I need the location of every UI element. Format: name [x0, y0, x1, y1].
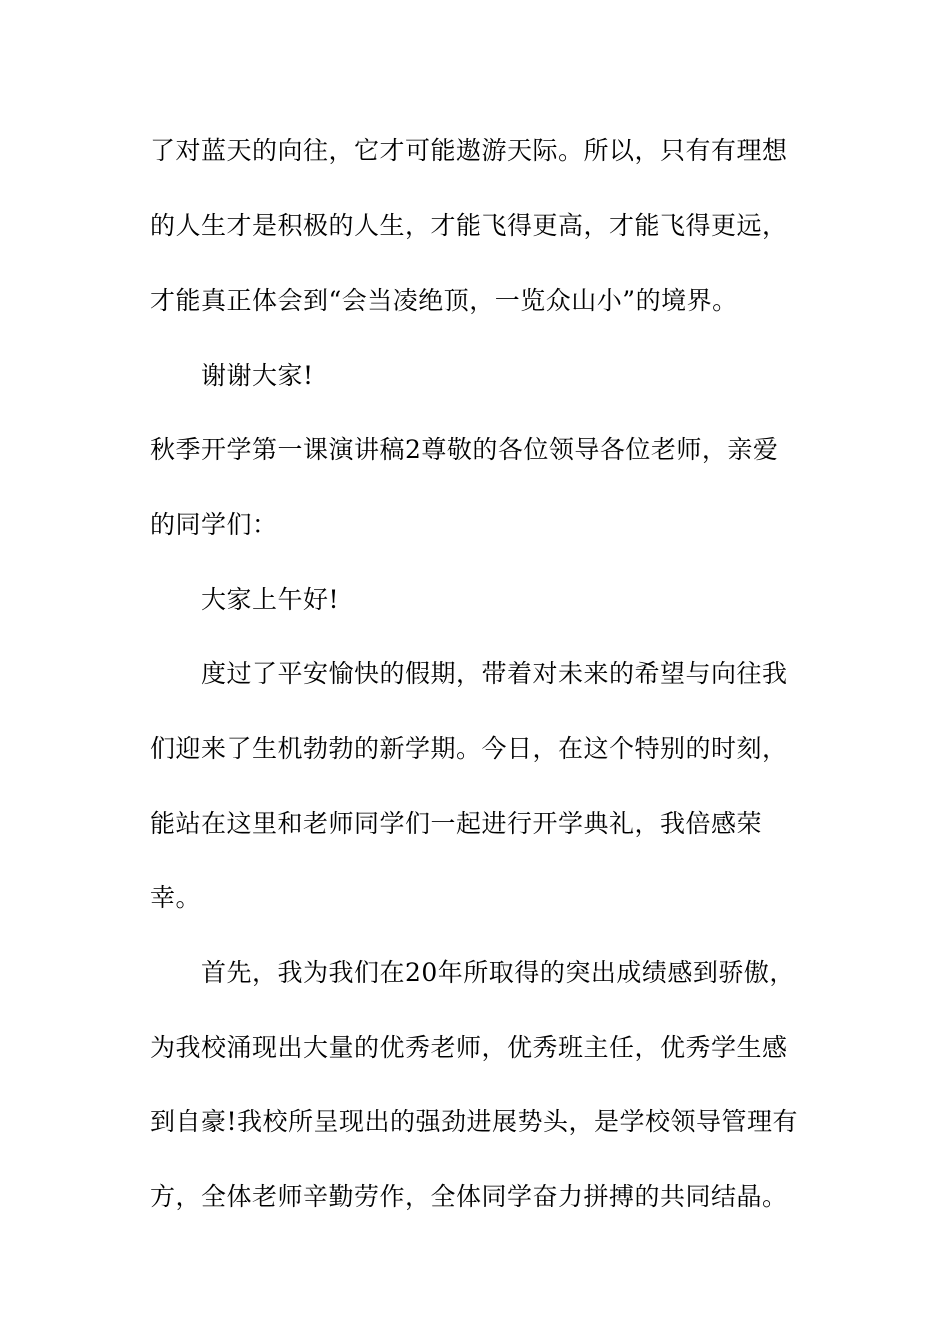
text-line: 们迎来了生机勃勃的新学期。今日，在这个特别的时刻， [150, 734, 788, 763]
text-line: 度过了平安愉快的假期，带着对未来的希望与向往我 [201, 659, 788, 688]
text-line: 的人生才是积极的人生，才能飞得更高，才能飞得更远， [150, 211, 788, 240]
text-line: 为我校涌现出大量的优秀老师，优秀班主任，优秀学生感 [150, 1033, 788, 1062]
text-line: 首先，我为我们在20年所取得的突出成绩感到骄傲， [201, 958, 795, 987]
text-line: 大家上午好! [201, 585, 340, 614]
text-line: 谢谢大家! [201, 361, 314, 390]
text-line: 能站在这里和老师同学们一起进行开学典礼，我倍感荣 [150, 809, 763, 838]
text-line: 秋季开学第一课演讲稿2尊敬的各位领导各位老师，亲爱 [150, 435, 779, 464]
text-line: 才能真正体会到“会当凌绝顶，一览众山小”的境界。 [150, 286, 738, 315]
text-line: 的同学们： [150, 510, 278, 539]
text-line: 幸。 [150, 883, 202, 912]
text-line: 方，全体老师辛勤劳作，全体同学奋力拼搏的共同结晶。 [150, 1182, 788, 1211]
text-line: 到自豪!我校所呈现出的强劲进展势头，是学校领导管理有 [150, 1107, 799, 1136]
text-line: 了对蓝天的向往，它才可能遨游天际。所以，只有有理想 [150, 136, 788, 165]
